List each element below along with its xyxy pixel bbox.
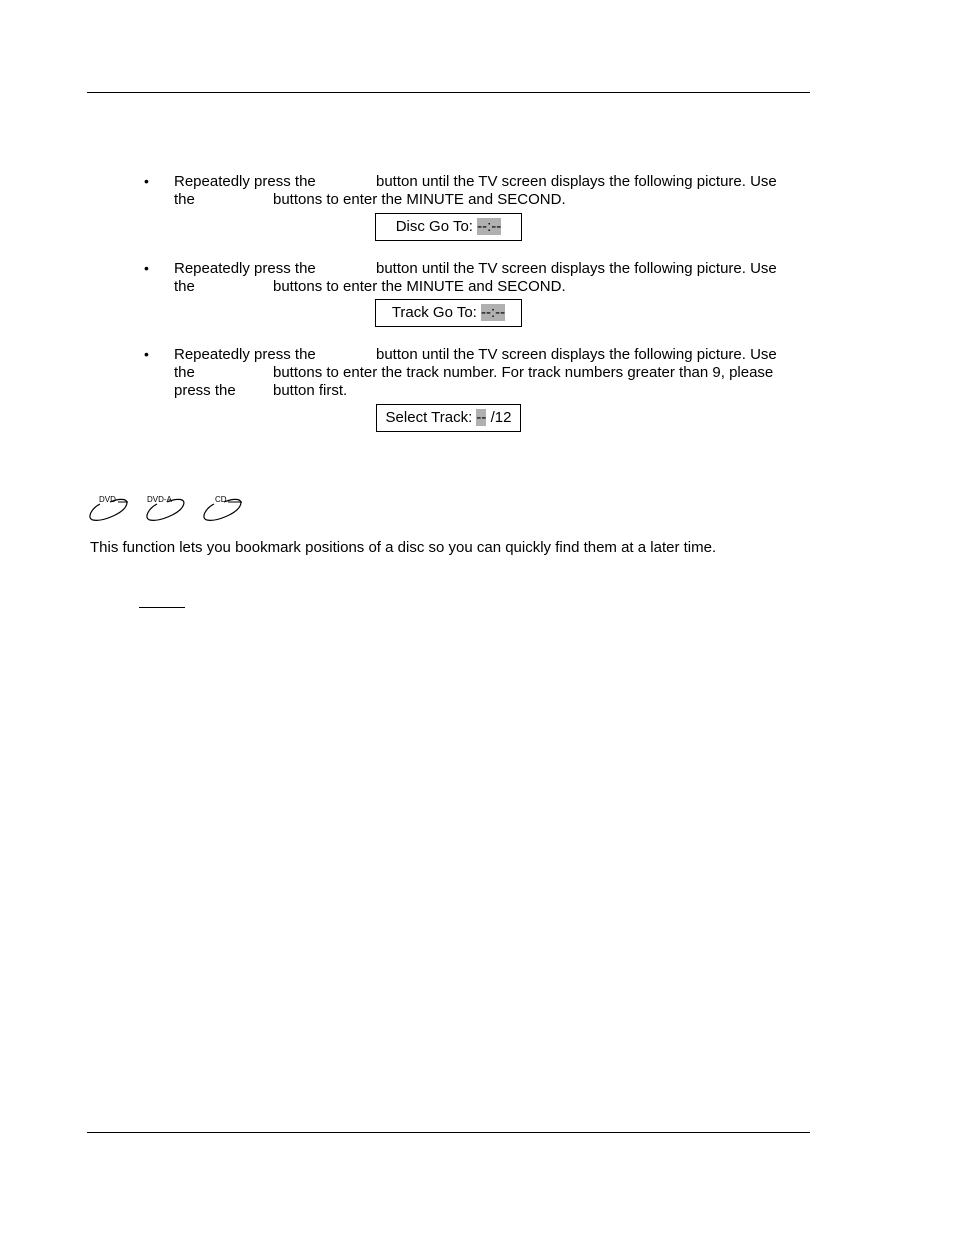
bullet: • (144, 260, 149, 276)
osd-select-track (376, 404, 521, 432)
disc-icon-label: CD (215, 495, 227, 504)
instruction-text: the (174, 278, 195, 295)
bullet: • (144, 173, 149, 189)
note-underline (139, 607, 185, 608)
instruction-text: press the (174, 382, 236, 399)
header-rule (87, 92, 810, 93)
dvd-disc-icon (88, 494, 130, 524)
instruction-text: button until the TV screen displays the following picture. Use (376, 260, 777, 277)
osd-track-go-to (375, 299, 522, 327)
osd-label: Track Go To: (391, 304, 477, 321)
cd-disc-icon (202, 494, 244, 524)
disc-icon-label: DVD-A (147, 495, 172, 504)
disc-icon-label: DVD (99, 495, 116, 504)
osd-label: Disc Go To: (395, 218, 473, 235)
instruction-text: button until the TV screen displays the following picture. Use (376, 173, 777, 190)
osd-disc-go-to (375, 213, 522, 241)
footer-rule (87, 1132, 810, 1133)
dvd-audio-disc-icon (145, 494, 187, 524)
instruction-text: Repeatedly press the (174, 346, 316, 363)
instruction-text: button first. (273, 382, 348, 399)
bullet: • (144, 346, 149, 362)
osd-track-total: /12 (490, 409, 512, 426)
osd-label: Select Track: (385, 409, 473, 426)
osd-time-value: --:-- (477, 218, 502, 235)
instruction-text: buttons to enter the MINUTE and SECOND. (273, 191, 566, 208)
instruction-text: buttons to enter the MINUTE and SECOND. (273, 278, 566, 295)
instruction-text: Repeatedly press the (174, 173, 316, 190)
instruction-text: buttons to enter the track number. For track numbers greater than 9, please (273, 364, 774, 381)
instruction-text: button until the TV screen displays the following picture. Use (376, 346, 777, 363)
bookmark-description: This function lets you bookmark positions of a disc so you can quickly find them at a later time. (90, 539, 717, 556)
osd-time-value: --:-- (481, 304, 506, 321)
osd-track-value: -- (476, 409, 487, 426)
instruction-text: the (174, 191, 195, 208)
instruction-text: Repeatedly press the (174, 260, 316, 277)
instruction-text: the (174, 364, 195, 381)
